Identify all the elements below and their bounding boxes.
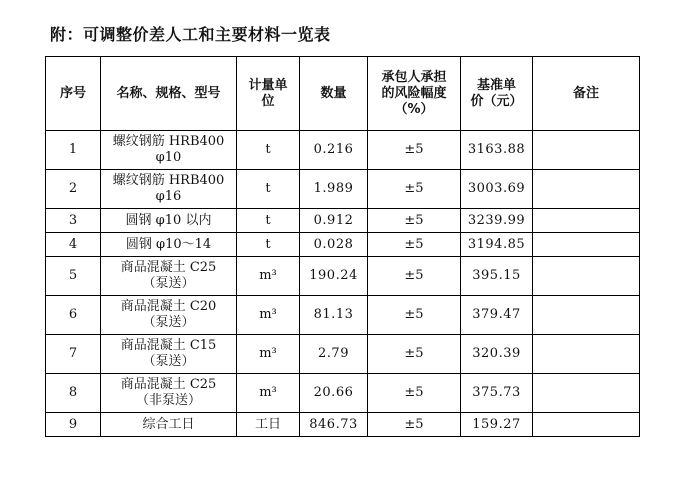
- cell-risk: ±5: [368, 209, 461, 233]
- table-row: [46, 413, 640, 437]
- cell-risk: ±5: [368, 413, 461, 437]
- header-remark: 备注: [533, 57, 640, 131]
- table-row: [46, 209, 640, 233]
- cell-risk: ±5: [368, 374, 461, 413]
- table-row: [46, 257, 640, 296]
- cell-price: 320.39: [461, 335, 533, 374]
- cell-name: 商品混凝土 C25 （非泵送）: [101, 374, 237, 413]
- cell-remark: [533, 335, 640, 374]
- cell-risk: ±5: [368, 233, 461, 257]
- cell-risk: ±5: [368, 296, 461, 335]
- cell-remark: [533, 413, 640, 437]
- price-adjustment-table: [45, 56, 640, 437]
- cell-remark: [533, 257, 640, 296]
- cell-price: 395.15: [461, 257, 533, 296]
- cell-qty: 190.24: [300, 257, 368, 296]
- cell-qty: 1.989: [300, 170, 368, 209]
- cell-price: 3003.69: [461, 170, 533, 209]
- cell-name: 螺纹钢筋 HRB400 φ16: [101, 170, 237, 209]
- cell-qty: 0.028: [300, 233, 368, 257]
- cell-remark: [533, 209, 640, 233]
- cell-name: 商品混凝土 C15 （泵送）: [101, 335, 237, 374]
- cell-risk: ±5: [368, 335, 461, 374]
- cell-name: 商品混凝土 C25 （泵送）: [101, 257, 237, 296]
- header-row: [46, 57, 640, 131]
- table-row: [46, 335, 640, 374]
- cell-qty: 0.216: [300, 131, 368, 170]
- cell-seq: 6: [46, 296, 101, 335]
- cell-price: 3239.99: [461, 209, 533, 233]
- cell-unit: m³: [237, 296, 300, 335]
- table-row: [46, 233, 640, 257]
- cell-price: 379.47: [461, 296, 533, 335]
- cell-unit: m³: [237, 257, 300, 296]
- cell-seq: 9: [46, 413, 101, 437]
- cell-unit: t: [237, 131, 300, 170]
- cell-risk: ±5: [368, 257, 461, 296]
- table-row: [46, 374, 640, 413]
- cell-price: 3194.85: [461, 233, 533, 257]
- cell-name: 圆钢 φ10 以内: [101, 209, 237, 233]
- cell-remark: [533, 296, 640, 335]
- header-name: 名称、规格、型号: [101, 57, 237, 131]
- cell-remark: [533, 170, 640, 209]
- header-seq: 序号: [46, 57, 101, 131]
- cell-unit: m³: [237, 374, 300, 413]
- header-qty: 数量: [300, 57, 368, 131]
- cell-qty: 81.13: [300, 296, 368, 335]
- cell-price: 375.73: [461, 374, 533, 413]
- cell-unit: t: [237, 170, 300, 209]
- cell-seq: 7: [46, 335, 101, 374]
- header-price: 基准单 价（元）: [461, 57, 533, 131]
- cell-seq: 4: [46, 233, 101, 257]
- cell-seq: 5: [46, 257, 101, 296]
- header-unit: 计量单 位: [237, 57, 300, 131]
- cell-unit: 工日: [237, 413, 300, 437]
- cell-remark: [533, 233, 640, 257]
- cell-seq: 2: [46, 170, 101, 209]
- table-row: [46, 296, 640, 335]
- cell-qty: 2.79: [300, 335, 368, 374]
- cell-remark: [533, 374, 640, 413]
- cell-risk: ±5: [368, 131, 461, 170]
- cell-name: 商品混凝土 C20 （泵送）: [101, 296, 237, 335]
- cell-qty: 20.66: [300, 374, 368, 413]
- cell-price: 159.27: [461, 413, 533, 437]
- header-risk: 承包人承担 的风险幅度 （%）: [368, 57, 461, 131]
- cell-name: 综合工日: [101, 413, 237, 437]
- cell-name: 圆钢 φ10～14: [101, 233, 237, 257]
- cell-seq: 8: [46, 374, 101, 413]
- cell-seq: 3: [46, 209, 101, 233]
- cell-unit: t: [237, 233, 300, 257]
- cell-unit: t: [237, 209, 300, 233]
- cell-remark: [533, 131, 640, 170]
- cell-seq: 1: [46, 131, 101, 170]
- table-row: [46, 131, 640, 170]
- cell-unit: m³: [237, 335, 300, 374]
- cell-qty: 0.912: [300, 209, 368, 233]
- cell-qty: 846.73: [300, 413, 368, 437]
- cell-price: 3163.88: [461, 131, 533, 170]
- table-row: [46, 170, 640, 209]
- cell-name: 螺纹钢筋 HRB400 φ10: [101, 131, 237, 170]
- cell-risk: ±5: [368, 170, 461, 209]
- page-title: 附：可调整价差人工和主要材料一览表: [50, 25, 331, 44]
